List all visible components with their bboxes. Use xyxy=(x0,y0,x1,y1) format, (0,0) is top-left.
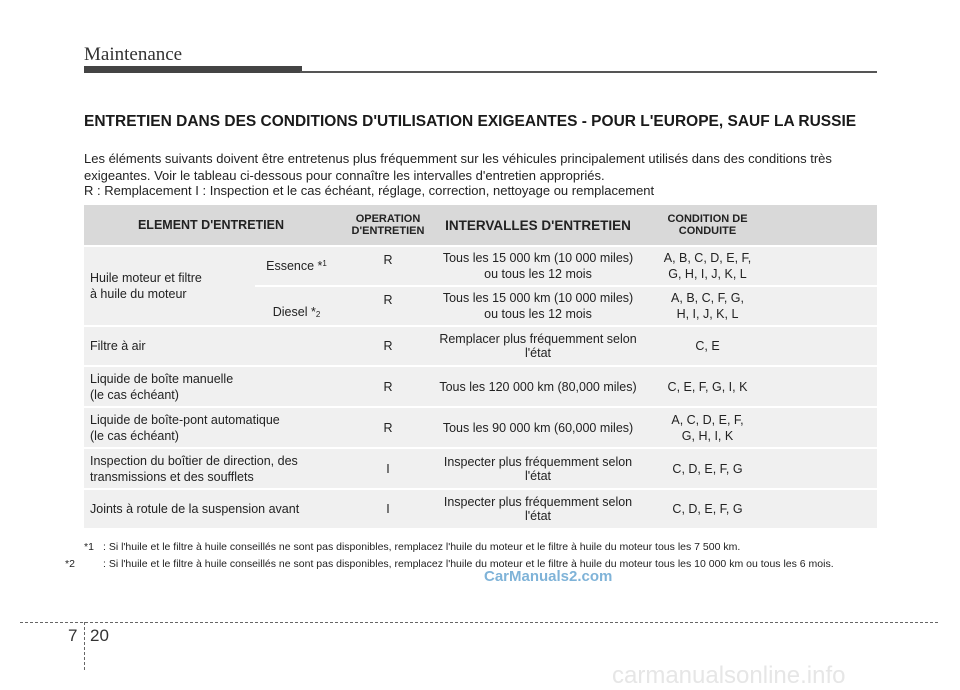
footnote-1-mark: *1 xyxy=(84,541,94,553)
manual-name-line2: (le cas échéant) xyxy=(90,387,179,402)
auto-name xyxy=(84,408,338,447)
table-row-ball-joints xyxy=(84,490,877,528)
steering-op: I xyxy=(386,461,390,476)
joints-interval: Inspecter plus fréquemment selon l'état xyxy=(443,495,633,523)
table-row-air-filter xyxy=(84,327,877,365)
air-interval: Remplacer plus fréquemment selon l'état xyxy=(439,332,637,360)
steering-name-line1: Inspection du boîtier de direction, des xyxy=(90,453,298,468)
chapter-number: 7 xyxy=(68,626,78,645)
auto-name-line1: Liquide de boîte-pont automatique xyxy=(90,412,280,427)
steering-name xyxy=(84,449,338,488)
petrol-interval-line1: Tous les 15 000 km (10 000 miles) xyxy=(442,251,634,265)
footer-watermark: carmanualsonline.info xyxy=(612,662,846,689)
auto-cond-line2: G, H, I, K xyxy=(681,428,734,443)
diesel-cond-line2: H, I, J, K, L xyxy=(676,307,739,321)
table-row-manual-transmission xyxy=(84,367,877,406)
manual-interval: Tous les 120 000 km (80,000 miles) xyxy=(439,379,637,394)
petrol-label xyxy=(255,247,338,285)
section-header: Maintenance xyxy=(84,44,183,65)
footnote-2-mark: *2 xyxy=(65,558,75,570)
petrol-cond-line2: G, H, I, J, K, L xyxy=(668,267,747,281)
header-interval: INTERVALLES D'ENTRETIEN xyxy=(445,217,631,233)
page-title: ENTRETIEN DANS DES CONDITIONS D'UTILISATION EXIGEANTES - POUR L'EUROPE, SAUF LA RUSSIE xyxy=(84,113,857,130)
page-number: 20 xyxy=(90,626,109,645)
petrol-footnote-mark: 1 xyxy=(322,259,327,268)
oil-item-name xyxy=(84,247,255,325)
petrol-interval xyxy=(438,247,638,285)
diesel-footnote-mark: 2 xyxy=(315,310,321,319)
manual-name-line1: Liquide de boîte manuelle xyxy=(90,371,234,386)
air-condition: C, E xyxy=(695,339,720,353)
oil-name-line2: à huile du moteur xyxy=(90,287,187,301)
air-op: R xyxy=(383,339,393,353)
auto-cond-line1: A, C, D, E, F, xyxy=(671,412,744,427)
auto-condition xyxy=(638,408,777,447)
auto-interval: Tous les 90 000 km (60,000 miles) xyxy=(442,420,634,435)
header-operation: OPERATION D'ENTRETIEN xyxy=(351,213,425,237)
joints-condition: C, D, E, F, G xyxy=(672,502,743,516)
oil-name-line1: Huile moteur et filtre xyxy=(90,271,202,285)
header-condition: CONDITION DE CONDUITE xyxy=(667,213,748,237)
air-name: Filtre à air xyxy=(90,339,146,353)
intro-paragraph: Les éléments suivants doivent être entretenus plus fréquemment sur les véhicules principalement utilisés dans des conditions très exigeantes. Voir le tableau ci-dessous pour connaître les intervalles d'entretien appropriés. xyxy=(84,151,832,183)
table-row-automatic-transaxle xyxy=(84,408,877,447)
legend-text: R : Remplacement I : Inspection et le cas échéant, réglage, correction, nettoyage ou remplacement xyxy=(84,183,655,198)
maintenance-table xyxy=(84,205,877,530)
bottom-divider xyxy=(20,622,938,623)
steering-condition: C, D, E, F, G xyxy=(672,461,743,476)
oil-subrow-petrol xyxy=(255,247,877,285)
table-header-row xyxy=(84,205,877,245)
auto-name-line2: (le cas échéant) xyxy=(90,428,179,443)
footnote-2 xyxy=(65,558,879,570)
watermark-link[interactable]: CarManuals2.com xyxy=(484,568,613,585)
diesel-op: R xyxy=(383,293,393,307)
diesel-condition xyxy=(638,287,777,325)
manual-condition: C, E, F, G, I, K xyxy=(667,379,748,394)
auto-op: R xyxy=(383,420,393,435)
diesel-interval-line1: Tous les 15 000 km (10 000 miles) xyxy=(442,291,634,305)
joints-op: I xyxy=(386,502,390,516)
steering-interval: Inspecter plus fréquemment selon l'état xyxy=(443,454,633,483)
manual-name xyxy=(84,367,338,406)
diesel-interval-line2: ou tous les 12 mois xyxy=(484,307,592,321)
footnote-1 xyxy=(84,541,879,553)
diesel-label-text: Diesel * xyxy=(272,305,316,319)
oil-subrow-diesel xyxy=(255,287,877,325)
manual-op: R xyxy=(383,379,393,394)
table-row-engine-oil xyxy=(84,247,877,325)
table-row-steering xyxy=(84,449,877,488)
header-rule-thick xyxy=(84,66,302,73)
page-number-divider xyxy=(84,622,85,670)
diesel-cond-line1: A, B, C, F, G, xyxy=(671,291,744,305)
petrol-op: R xyxy=(383,253,393,267)
header-item: ELEMENT D'ENTRETIEN xyxy=(137,218,285,232)
petrol-cond-line1: A, B, C, D, E, F, xyxy=(663,251,752,265)
diesel-label xyxy=(255,287,338,325)
petrol-interval-line2: ou tous les 12 mois xyxy=(484,267,592,281)
diesel-interval xyxy=(438,287,638,325)
petrol-condition xyxy=(638,247,777,285)
joints-name: Joints à rotule de la suspension avant xyxy=(90,502,300,516)
steering-name-line2: transmissions et des soufflets xyxy=(90,469,254,484)
footnote-1-text: : Si l'huile et le filtre à huile conseillés ne sont pas disponibles, remplacez l'huile du moteur et le filtre à huile du moteur tous les 7 500 km. xyxy=(103,541,741,553)
header-rule xyxy=(300,71,877,73)
petrol-label-text: Essence * xyxy=(266,259,323,273)
footnote-2-text: : Si l'huile et le filtre à huile conseillés ne sont pas disponibles, remplacez l'huile du moteur et le filtre à huile du moteur tous les 10 000 km ou tous les 6 mois. xyxy=(103,558,834,570)
